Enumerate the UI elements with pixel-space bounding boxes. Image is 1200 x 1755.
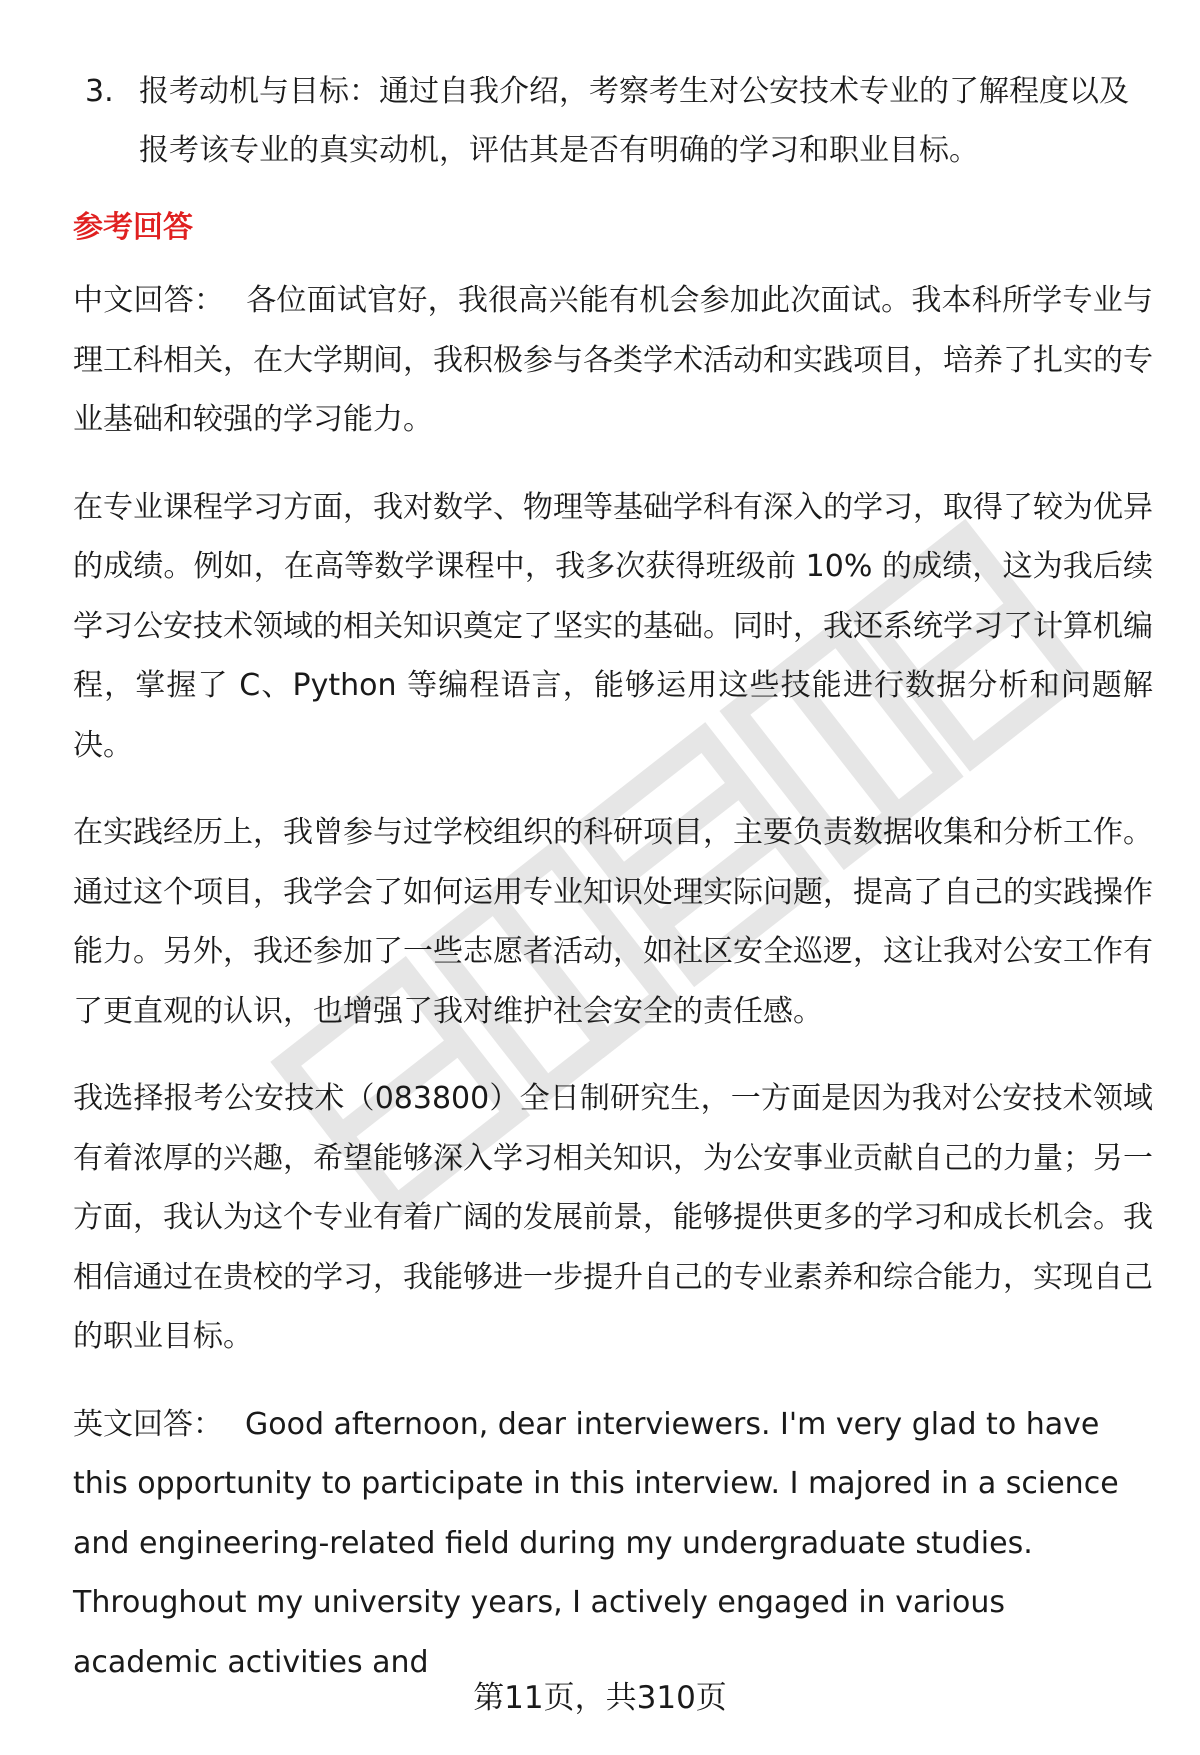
paragraph-practice: 在实践经历上，我曾参与过学校组织的科研项目，主要负责数据收集和分析工作。通过这个项目，我学会了如何运用专业知识处理实际问题，提高了自己的实践操作能力。另外，我还参加了一些志愿者活动，如社区安全巡逻，这让我对公安工作有了更直观的认识，也增强了我对维护社会安全的责任感。 xyxy=(73,815,1153,1029)
paragraph-coursework: 在专业课程学习方面，我对数学、物理等基础学科有深入的学习，取得了较为优异的成绩。例如，在高等数学课程中，我多次获得班级前 10% 的成绩，这为我后续学习公安技术领域的相关知识奠定了坚实的基础。同时，我还系统学习了计算机编程，掌握了 C、Python 等编程语言，能够运用这些技能进行数据分析和问题解决。 xyxy=(73,489,1153,763)
english-answer-label: 英文回答： xyxy=(73,1406,223,1442)
list-number: 3. xyxy=(85,74,114,109)
chinese-answer-paragraph xyxy=(73,271,1153,450)
page-content xyxy=(73,62,1153,1692)
chinese-answer-text: 各位面试官好，我很高兴能有机会参加此次面试。我本科所学专业与理工科相关，在大学期间，我积极参与各类学术活动和实践项目，培养了扎实的专业基础和较强的学习能力。 xyxy=(73,283,1154,437)
page-footer: 第11页，共310页 xyxy=(473,1680,727,1716)
english-answer-paragraph xyxy=(73,1395,1153,1693)
list-item xyxy=(73,62,1153,180)
paragraph-motivation: 我选择报考公安技术（083800）全日制研究生，一方面是因为我对公安技术领域有着浓厚的兴趣，希望能够深入学习相关知识，为公安事业贡献自己的力量；另一方面，我认为这个专业有着广阔的发展前景，能够提供更多的学习和成长机会。我相信通过在贵校的学习，我能够进一步提升自己的专业素养和综合能力，实现自己的职业目标。 xyxy=(73,1081,1153,1354)
section-heading: 参考回答 xyxy=(73,210,193,245)
list-text: 报考动机与目标：通过自我介绍，考察考生对公安技术专业的了解程度以及报考该专业的真实动机，评估其是否有明确的学习和职业目标。 xyxy=(139,74,1129,168)
chinese-answer-label: 中文回答： xyxy=(73,283,225,318)
english-answer-text: Good afternoon, dear interviewers. I'm very glad to have this opportunity to participate in this interview. I majored in a science and engineering-related field during my undergraduate studies. Throughout my university years, I actively engaged in various academic activities and xyxy=(73,1406,1119,1680)
